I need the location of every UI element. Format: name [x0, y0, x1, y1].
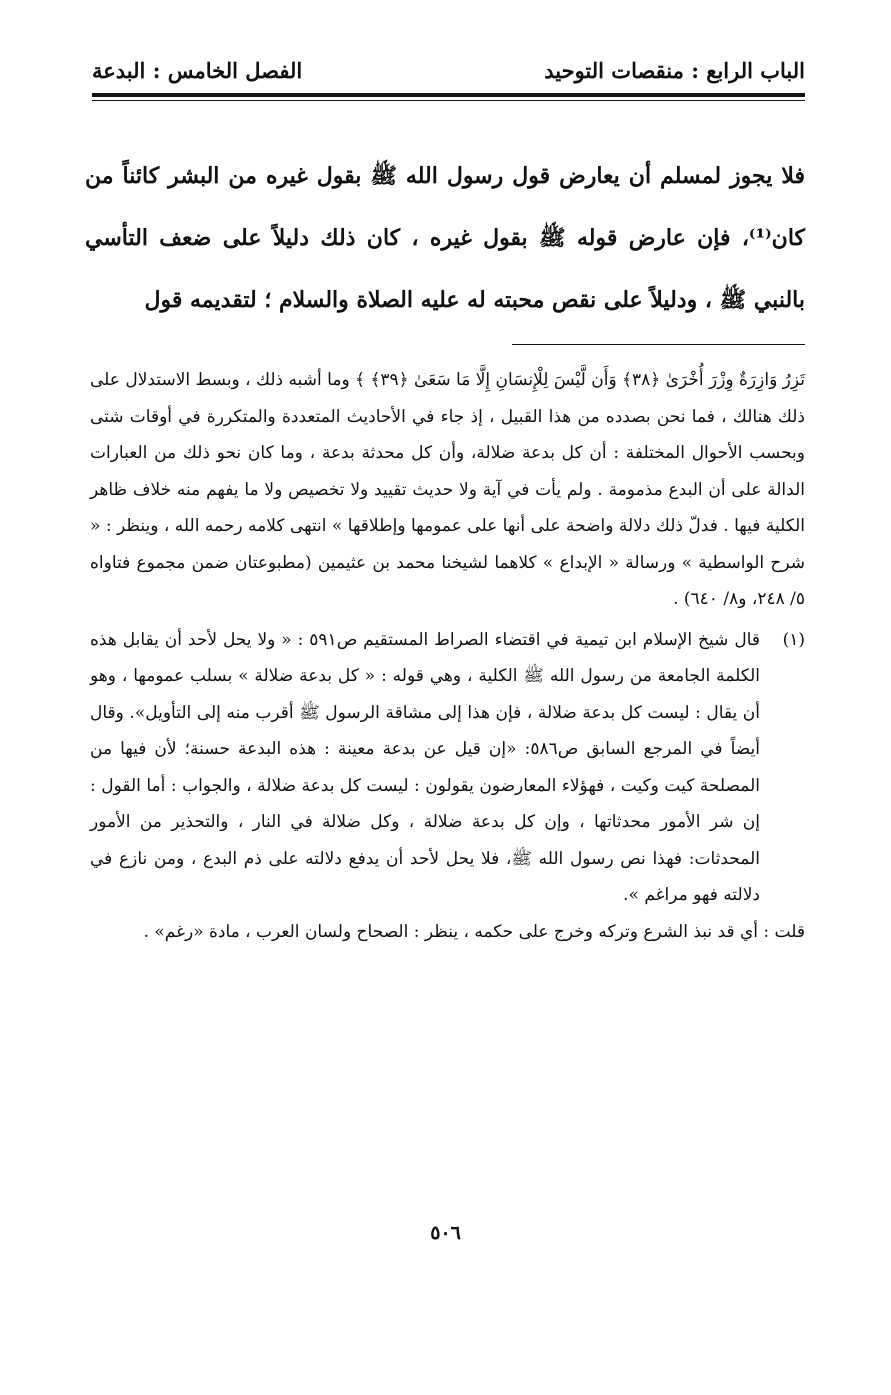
footnotes-block [90, 362, 805, 950]
footnote-1 [90, 622, 805, 914]
main-text-block [85, 145, 805, 331]
page-number: ٥٠٦ [430, 1222, 461, 1244]
footnote-continuation: تَزِرُ وَازِرَةٌ وِزْرَ أُخْرَىٰ ﴿٣٨﴾ وَأَن لَّيْسَ لِلْإِنسَانِ إِلَّا مَا سَعَىٰ ﴿٣٩﴾ ﴾ وما أشبه ذلك ، وبسط الاستدلال على ذلك هنالك ، فما نحن بصدده من هذا القبيل ، إذ جاء في الأحاديث المتعددة والمتكررة في أوقات شتى وبحسب الأحوال المختلفة : أن كل بدعة ضلالة، وأن كل محدثة بدعة ، وما كان نحو ذلك من العبارات الدالة على أن البدع مذمومة . ولم يأت في آية ولا حديث تقييد ولا تخصيص ولا ما يفهم منه خلاف ظاهر الكلية فيها . فدلّ ذلك دلالة واضحة على أنها على عمومها وإطلاقها » انتهى كلامه رحمه الله ، وينظر : « شرح الواسطية » ورسالة « الإبداع » كلاهما لشيخنا محمد بن عثيمين (مطبوعتان ضمن مجموع فتاواه ٥/ ٢٤٨، و٨/ ٦٤٠) . [90, 370, 806, 609]
footnote-separator [512, 344, 805, 345]
header-rule-thick [92, 93, 805, 97]
header-rule-thin [92, 100, 805, 101]
section-title: الفصل الخامس : البدعة [92, 58, 303, 83]
footnote-comment: قلت : أي قد نبذ الشرع وتركه وخرج على حكمه ، ينظر : الصحاح ولسان العرب ، مادة «رغم» . [143, 921, 805, 942]
running-header [92, 58, 805, 86]
footnote-1-number: (١) [782, 629, 805, 650]
main-paragraph: فلا يجوز لمسلم أن يعارض قول رسول الله ﷺ بقول غيره من البشر كائناً من كان⁽¹⁾، فإن عارض قوله ﷺ بقول غيره ، كان ذلك دليلاً على ضعف التأسي بالنبي ﷺ ، ودليلاً على نقص محبته له عليه الصلاة والسلام ؛ لتقديمه قول [85, 163, 805, 313]
footnote-1-text: قال شيخ الإسلام ابن تيمية في اقتضاء الصراط المستقيم ص٥٩١ : « ولا يحل لأحد أن يقابل هذه الكلمة الجامعة من رسول الله ﷺ الكلية ، وهي قوله : « كل بدعة ضلالة » بسلب عمومها ، وهو أن يقال : ليست كل بدعة ضلالة ، فإن هذا إلى مشاقة الرسول ﷺ أقرب منه إلى التأويل». وقال أيضاً في المرجع السابق ص٥٨٦: «إن قيل عن بدعة معينة : هذه البدعة حسنة؛ لأن فيها من المصلحة كيت وكيت ، فهؤلاء المعارضون يقولون : ليست كل بدعة ضلالة ، والجواب : أما القول : إن شر الأمور محدثاتها ، وإن كل بدعة ضلالة ، وكل ضلالة في النار ، والتحذير من الأمور المحدثات: فهذا نص رسول الله ﷺ، فلا يحل لأحد أن يدفع دلالته على ذم البدع ، ومن نازع في دلالته فهو مراغم ». [90, 629, 760, 905]
chapter-title: الباب الرابع : منقصات التوحيد [544, 58, 805, 83]
